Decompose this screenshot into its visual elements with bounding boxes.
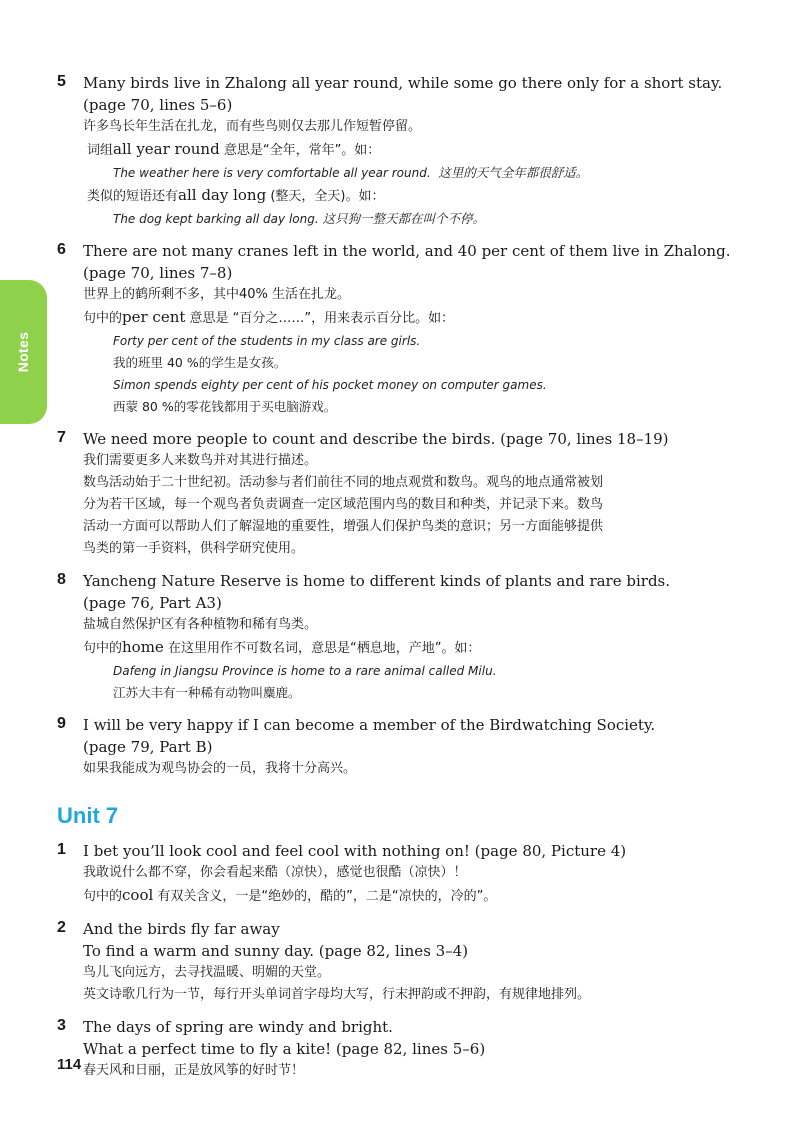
page-number: 114	[57, 1056, 82, 1073]
note-number: 9	[57, 715, 66, 732]
note-explanation	[83, 184, 757, 208]
explanation-prefix: 句中的	[83, 311, 123, 326]
key-term: all year round	[113, 140, 220, 158]
note-translation: 盐城自然保护区有各种植物和稀有鸟类。	[83, 617, 318, 632]
note-explanation	[83, 306, 757, 330]
note-number: 5	[57, 73, 66, 90]
unit-heading: Unit 7	[57, 803, 119, 828]
example-english: Forty per cent of the students in my class are girls.	[113, 334, 421, 348]
note-body	[83, 1016, 757, 1082]
note-translation: 我们需要更多人来数鸟并对其进行描述。	[83, 453, 318, 468]
note-number: 8	[57, 571, 66, 588]
explanation-suffix: 在这里用作不可数名词，意思是“栖息地，产地”。如：	[167, 641, 481, 656]
note-reference: (page 79, Part B)	[83, 738, 213, 756]
note-number: 6	[57, 241, 66, 258]
note-sentence: I will be very happy if I can become a member of the Birdwatching Society.	[83, 716, 656, 734]
poem-line: What a perfect time to fly a kite! (page 82, lines 5–6)	[83, 1040, 486, 1058]
example-line	[83, 162, 757, 184]
example-chinese: 这只狗一整天都在叫个不停。	[322, 211, 485, 226]
explanation-suffix: (整天，全天)。如：	[270, 189, 385, 204]
paragraph-line: 活动一方面可以帮助人们了解湿地的重要性，增强人们保护鸟类的意识；另一方面能够提供	[83, 519, 604, 534]
note-translation: 许多鸟长年生活在扎龙，而有些鸟则仅去那儿作短暂停留。	[83, 119, 422, 134]
note-reference: (page 70, lines 7–8)	[83, 264, 233, 282]
example-english: The dog kept barking all day long.	[113, 212, 319, 226]
note-item	[57, 72, 757, 230]
note-item	[57, 570, 757, 704]
key-term: all day long	[178, 186, 267, 204]
note-item	[57, 714, 757, 780]
note-sentence: I bet you’ll look cool and feel cool with nothing on! (page 80, Picture 4)	[83, 842, 627, 860]
key-term: per cent	[122, 308, 186, 326]
note-item	[57, 840, 757, 908]
notes-tab-label: Notes	[15, 331, 31, 373]
note-body	[83, 840, 757, 908]
explanation-suffix: 意思是 “百分之……”，用来表示百分比。如：	[189, 311, 455, 326]
note-translation: 如果我能成为观鸟协会的一员，我将十分高兴。	[83, 761, 357, 776]
note-explanation	[83, 884, 757, 908]
note-body	[83, 240, 757, 418]
paragraph-line: 英文诗歌几行为一节，每行开头单词首字母均大写，行末押韵或不押韵，有规律地排列。	[83, 987, 591, 1002]
example-chinese: 江苏大丰有一种稀有动物叫麋鹿。	[113, 685, 301, 700]
note-translation: 春天风和日丽，正是放风筝的好时节！	[83, 1063, 305, 1078]
note-translation: 鸟儿飞向远方，去寻找温暖、明媚的天堂。	[83, 965, 331, 980]
note-number: 7	[57, 429, 66, 446]
example-english: The weather here is very comfortable all year round.	[113, 166, 431, 180]
poem-line: To find a warm and sunny day. (page 82, lines 3–4)	[83, 942, 469, 960]
note-body	[83, 918, 757, 1006]
example-english: Simon spends eighty per cent of his pocket money on computer games.	[113, 378, 547, 392]
note-item	[57, 240, 757, 418]
explanation-prefix: 句中的	[83, 641, 123, 656]
example-english: Dafeng in Jiangsu Province is home to a rare animal called Milu.	[113, 664, 497, 678]
note-body	[83, 570, 757, 704]
poem-line: And the birds fly far away	[83, 920, 280, 938]
paragraph-line: 鸟类的第一手资料，供科学研究使用。	[83, 541, 305, 556]
poem-line: The days of spring are windy and bright.	[83, 1018, 393, 1036]
note-sentence: There are not many cranes left in the world, and 40 per cent of them live in Zhalong.	[83, 242, 731, 260]
note-body	[83, 72, 757, 230]
key-term: home	[122, 638, 164, 656]
note-translation: 世界上的鹤所剩不多，其中40% 生活在扎龙。	[83, 287, 351, 302]
note-number: 2	[57, 919, 66, 936]
explanation-prefix: 词组	[87, 143, 114, 158]
paragraph-line: 分为若干区域，每一个观鸟者负责调查一定区域范围内鸟的数目和种类，并记录下来。数鸟	[83, 497, 604, 512]
key-term: cool	[122, 886, 154, 904]
explanation-suffix: 有双关含义，一是“绝妙的，酷的”，二是“凉快的，冷的”。	[157, 889, 497, 904]
note-body	[83, 428, 757, 560]
explanation-prefix: 句中的	[83, 889, 123, 904]
note-explanation	[83, 636, 757, 660]
note-item	[57, 428, 757, 560]
explanation-prefix: 类似的短语还有	[87, 189, 179, 204]
note-sentence: We need more people to count and describe the birds. (page 70, lines 18–19)	[83, 430, 669, 448]
explanation-suffix: 意思是“全年，常年”。如：	[223, 143, 381, 158]
note-sentence: Yancheng Nature Reserve is home to different kinds of plants and rare birds.	[83, 572, 671, 590]
page-content	[57, 72, 757, 1092]
example-chinese: 这里的天气全年都很舒适。	[438, 165, 589, 180]
note-explanation	[83, 138, 757, 162]
example-chinese: 我的班里 40 %的学生是女孩。	[113, 355, 287, 370]
note-item	[57, 918, 757, 1006]
note-reference: (page 76, Part A3)	[83, 594, 222, 612]
paragraph-line: 数鸟活动始于二十世纪初。活动参与者们前往不同的地点观赏和数鸟。观鸟的地点通常被划	[83, 475, 604, 490]
note-translation: 我敢说什么都不穿，你会看起来酷（凉快），感觉也很酷（凉快）！	[83, 865, 467, 880]
example-chinese: 西蒙 80 %的零花钱都用于买电脑游戏。	[113, 399, 337, 414]
note-number: 1	[57, 841, 66, 858]
note-reference: (page 70, lines 5–6)	[83, 96, 233, 114]
example-line	[83, 208, 757, 230]
note-body	[83, 714, 757, 780]
note-number: 3	[57, 1017, 66, 1034]
note-item	[57, 1016, 757, 1082]
note-sentence: Many birds live in Zhalong all year round, while some go there only for a short stay.	[83, 74, 723, 92]
